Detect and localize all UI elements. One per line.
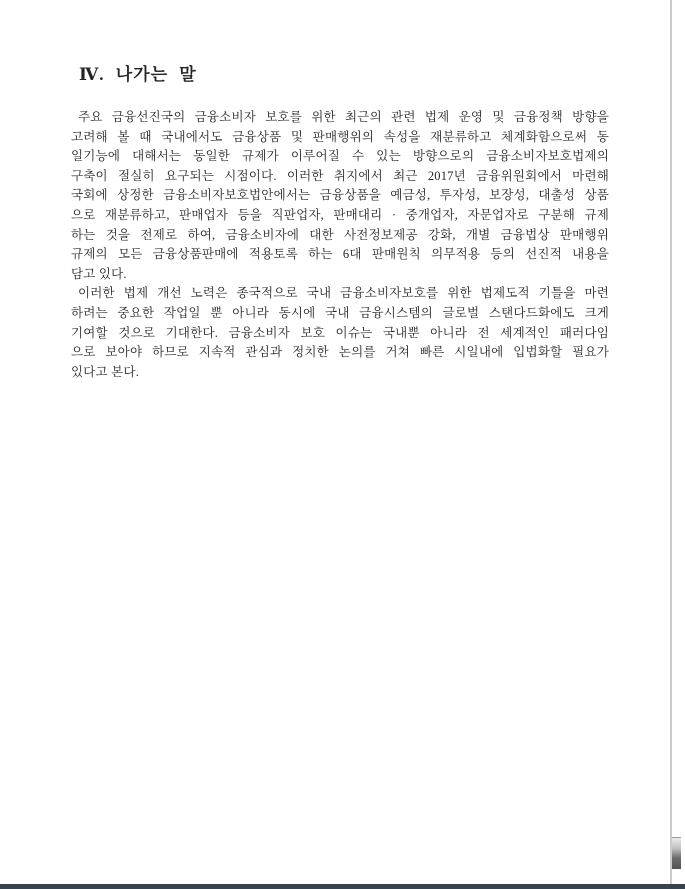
text-line: 하는 것을 전제로 하여, 금융소비자에 대한 사전정보제공 강화, 개별 금융법상 판매행위 xyxy=(71,227,609,242)
bottom-edge-bar xyxy=(0,884,685,889)
text-line: 으로 보아야 하므로 지속적 관심과 정치한 논의를 거쳐 빠른 시일내에 입법화할 필요가 xyxy=(71,345,609,360)
scrollbar-thumb[interactable] xyxy=(672,837,681,869)
text-line: 하려는 중요한 작업일 뿐 아니라 동시에 국내 금융시스템의 글로벌 스탠다드화에도 크게 xyxy=(71,305,609,320)
text-line: 이러한 법제 개선 노력은 종국적으로 국내 금융소비자보호를 위한 법제도적 기틀을 마련 xyxy=(78,286,609,301)
body-text xyxy=(71,108,609,382)
text-line: 으로 재분류하고, 판매업자 등을 직판업자, 판매대리 · 중개업자, 자문업자로 구분해 규제 xyxy=(71,207,609,222)
text-line: 담고 있다. xyxy=(71,266,127,281)
page-edge-line xyxy=(670,0,672,889)
text-line: 주요 금융선진국의 금융소비자 보호를 위한 최근의 관련 법제 운영 및 금융정책 방향을 xyxy=(78,110,609,124)
text-line: 일기능에 대해서는 동일한 규제가 이루어질 수 있는 방향으로의 금융소비자보호법제의 xyxy=(71,149,609,164)
section-heading: Ⅳ. 나가는 말 xyxy=(79,65,197,84)
text-line: 있다고 본다. xyxy=(71,364,140,379)
text-line: 기여할 것으로 기대한다. 금융소비자 보호 이슈는 국내뿐 아니라 전 세계적인 패러다임 xyxy=(71,325,609,340)
text-line: 규제의 모든 금융상품판매에 적용토록 하는 6대 판매원칙 의무적용 등의 선진적 내용을 xyxy=(71,247,609,262)
text-line: 고려해 볼 때 국내에서도 금융상품 및 판매행위의 속성을 재분류하고 체계화함으로써 동 xyxy=(71,129,609,144)
text-line: 구축이 절실히 요구되는 시점이다. 이러한 취지에서 최근 2017년 금융위원회에서 마련해 xyxy=(71,168,609,183)
text-line: 국회에 상정한 금융소비자보호법안에서는 금융상품을 예금성, 투자성, 보장성, 대출성 상품 xyxy=(71,188,609,203)
